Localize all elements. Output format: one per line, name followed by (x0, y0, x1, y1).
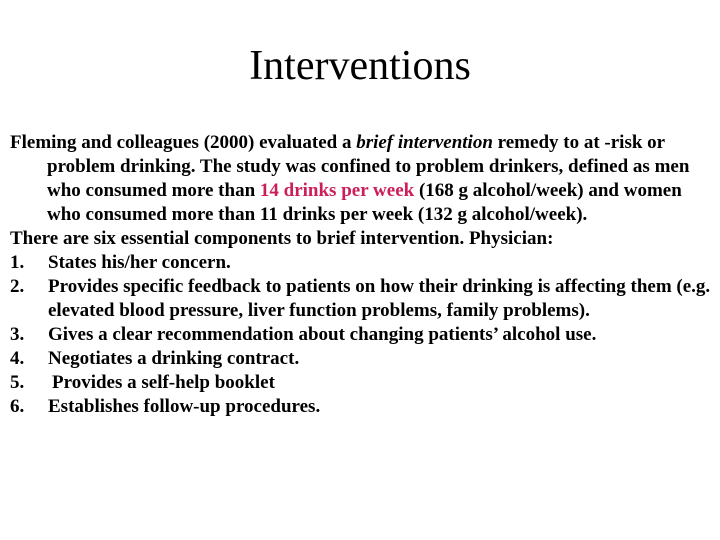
slide-title: Interventions (249, 43, 471, 89)
list-number: 4. (10, 348, 25, 369)
list-item (10, 275, 715, 323)
list-number: 5. (10, 372, 25, 393)
intro-text-2: remedy to at -risk or problem drinking. The study was confined to problem drinkers, defined as men who consumed more than (47, 132, 690, 201)
list-item (10, 395, 715, 419)
list-text: Negotiates a drinking contract. (48, 348, 300, 369)
intro-highlight: 14 drinks per week (259, 180, 415, 201)
components-intro: There are six essential components to brief intervention. Physician: (10, 228, 554, 249)
list-item (10, 347, 715, 371)
intro-paragraph (10, 131, 715, 227)
list-number: 3. (10, 324, 25, 345)
intro-text-1: Fleming and colleagues (2000) evaluated a (10, 132, 357, 153)
list-item (10, 323, 715, 347)
components-list (10, 251, 715, 419)
list-number: 6. (10, 396, 25, 417)
list-number: 1. (10, 252, 25, 273)
list-text: States his/her concern. (48, 252, 231, 273)
list-text: Establishes follow-up procedures. (48, 396, 321, 417)
list-text: Provides a self-help booklet (52, 372, 275, 393)
list-item (10, 251, 715, 275)
list-text: Provides specific feedback to patients on how their drinking is affecting them (e.g. elevated blood pressure, liver function problems, family problems). (48, 276, 711, 321)
list-number: 2. (10, 276, 25, 297)
intro-italic-term: brief intervention (356, 132, 493, 153)
slide-body (10, 131, 715, 419)
list-text: Gives a clear recommendation about changing patients’ alcohol use. (48, 324, 597, 345)
list-item (10, 371, 715, 395)
intro-text-3: (168 g alcohol/week) and women who consumed more than 11 drinks per week (132 g alcohol/week). (47, 180, 682, 225)
